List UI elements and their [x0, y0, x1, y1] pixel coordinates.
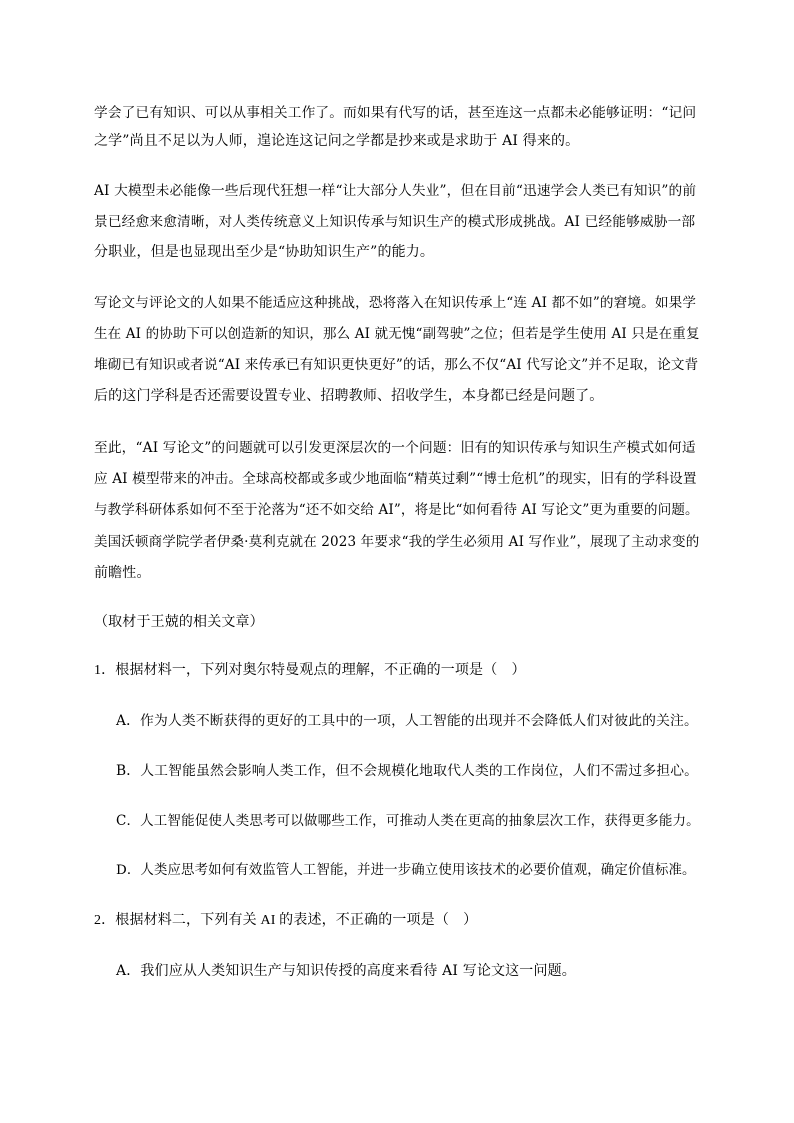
question-stem: 1．根据材料一，下列对奥尔特曼观点的理解，不正确的一项是（ ） [94, 663, 526, 678]
paragraph-line: 美国沃顿商学院学者伊桑·莫利克就在 2023 年要求“我的学生必须用 AI 写作业”，展现了主动求变的 [94, 534, 700, 550]
paragraph-line: 应 AI 模型带来的冲击。全球高校都或多或少地面临“精英过剩”“博士危机”的现实，旧有的学科设置 [94, 471, 697, 487]
paragraph-line: 之学”尚且不足以为人师，遑论连这记问之学都是抄来或是求助于 AI 得来的。 [94, 133, 580, 149]
question-option-a: A．我们应从人类知识生产与知识传授的高度来看待 AI 写论文这一问题。 [116, 963, 576, 979]
paragraph-line: 分职业，但是也显现出至少是“协助知识生产”的能力。 [94, 244, 435, 260]
paragraph-line: 至此，“AI 写论文”的问题就可以引发更深层次的一个问题：旧有的知识传承与知识生产模式如何适 [94, 440, 696, 456]
question-stem: 2．根据材料二，下列有关 AI 的表述，不正确的一项是（ ） [94, 913, 478, 928]
question-option-c: C．人工智能促使人类思考可以做哪些工作，可推动人类在更高的抽象层次工作，获得更多能力。 [116, 813, 700, 829]
paragraph-line: 前瞻性。 [94, 565, 151, 581]
paragraph-line: 生在 AI 的协助下可以创造新的知识，那么 AI 就无愧“副驾驶”之位；但若是学生使用 AI 只是在重复 [94, 326, 700, 342]
paragraph-line: 景已经愈来愈清晰，对人类传统意义上知识传承与知识生产的模式形成挑战。AI 已经能够威胁一部 [94, 214, 696, 230]
paragraph-line: 后的这门学科是否还需要设置专业、招聘教师、招收学生，本身都已经是问题了。 [94, 388, 604, 404]
question-option-b: B．人工智能虽然会影响人类工作，但不会规模化地取代人类的工作岗位，人们不需过多担心。 [116, 763, 699, 779]
paragraph-line: 堆砌已有知识或者说“AI 来传承已有知识更快更好”的话，那么不仅“AI 代写论文”并不足取，论文背 [94, 357, 699, 373]
paragraph-line: 写论文与评论文的人如果不能适应这种挑战，恐将落入在知识传承上“连 AI 都不如”的窘境。如果学 [94, 295, 697, 311]
paragraph-line: AI 大模型未必能像一些后现代狂想一样“让大部分人失业”，但在目前“迅速学会人类已有知识”的前 [94, 183, 697, 199]
source-note: （取材于王兢的相关文章） [94, 614, 264, 630]
question-option-d: D．人类应思考如何有效监管人工智能，并进一步确立使用该技术的必要价值观，确定价值标准。 [116, 863, 696, 878]
question-option-a: A．作为人类不断获得的更好的工具中的一项，人工智能的出现并不会降低人们对彼此的关注。 [116, 713, 698, 729]
paragraph-line: 与教学科研体系如何不至于沦落为“还不如交给 AI”，将是比“如何看待 AI 写论文”更为重要的问题。 [94, 502, 699, 518]
paragraph-line: 学会了已有知识、可以从事相关工作了。而如果有代写的话，甚至连这一点都未必能够证明：“记问 [94, 105, 697, 121]
